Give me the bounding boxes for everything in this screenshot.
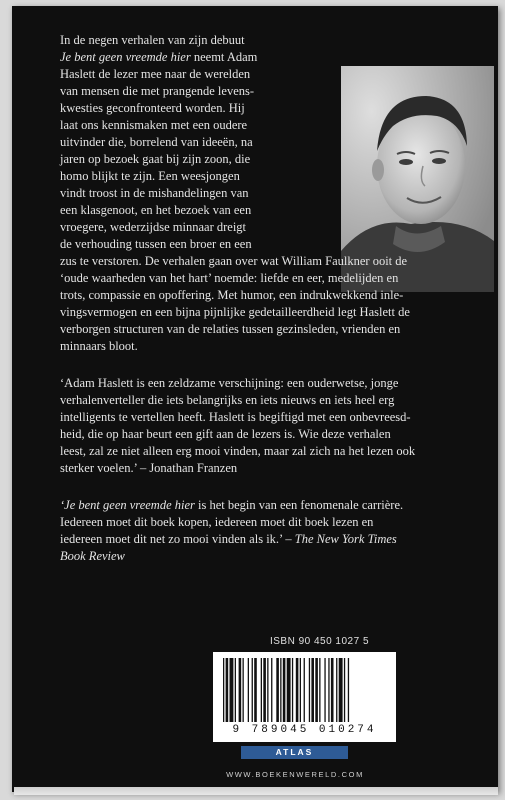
barcode-digits: 9 789045 010274 xyxy=(232,724,377,736)
page-edge xyxy=(14,787,498,795)
barcode xyxy=(213,652,396,742)
blurb-line: Haslett de lezer mee naar de werelden xyxy=(60,67,251,81)
review-source: Book Review xyxy=(60,549,125,563)
blurb-line: uitvinder die, borrelend van ideeën, na xyxy=(60,135,253,149)
blurb-line: jaren op bezoek gaat bij zijn zoon, die xyxy=(60,152,251,166)
book-title: ‘Je bent geen vreemde hier xyxy=(60,498,195,512)
book-back-cover xyxy=(12,6,498,792)
quote-line: iedereen moet dit net zo mooi vinden als ik.’ – The New York Times xyxy=(60,532,397,546)
blurb-line: vingsvermogen en een bijna pijnlijke gedetailleerdheid legt Haslett de xyxy=(60,305,410,319)
blurb-line: zus te verstoren. De verhalen gaan over wat William Faulkner ooit de xyxy=(60,254,408,268)
blurb-line: In de negen verhalen van zijn debuut xyxy=(60,33,245,47)
isbn-label: ISBN 90 450 1027 5 xyxy=(269,636,370,647)
quote-line xyxy=(60,548,125,565)
blurb-line: Je bent geen vreemde hier neemt Adam xyxy=(60,50,258,64)
review-source: The New York Times xyxy=(294,532,397,546)
quote-line: verhalenverteller die iets belangrijks en iets nieuws en iets heel erg xyxy=(60,393,395,407)
blurb-line: homo blijkt te zijn. Een weesjongen xyxy=(60,169,240,183)
blurb-line: de verhouding tussen een broer en een xyxy=(60,237,252,251)
blurb-line: kwesties geconfronteerd worden. Hij xyxy=(60,101,245,115)
blurb-line: vindt troost in de mishandelingen van xyxy=(60,186,249,200)
quote-line: Iedereen moet dit boek kopen, iedereen moet dit boek lezen en xyxy=(60,515,374,529)
quote-line: intelligents te vertellen heeft. Haslett is begiftigd met een onbevreesd- xyxy=(60,410,411,424)
quote-line: ‘Je bent geen vreemde hier is het begin van een fenomenale carrière. xyxy=(60,498,404,512)
blurb-line: verborgen structuren van de relaties tussen gezinsleden, vrienden en xyxy=(60,322,401,336)
quote-line: sterker voelen.’ – Jonathan Franzen xyxy=(60,461,238,475)
quote-line: leest, zal ze niet alleen erg mooi vinden, maar zal zich na het lezen ook xyxy=(60,444,416,458)
publisher-website: WWW.BOEKENWERELD.COM xyxy=(226,770,364,779)
blurb-line: laat ons kennismaken met een oudere xyxy=(60,118,248,132)
barcode-bars xyxy=(221,658,388,724)
quote-line: heid, die op haar beurt een gift aan de lezers is. Wie deze verhalen xyxy=(60,427,391,441)
blurb-line: ‘oude waarheden van het hart’ noemde: liefde en eer, medelijden en xyxy=(60,271,399,285)
blurb-line: trots, compassie en opoffering. Met humor, een indrukwekkend inle- xyxy=(60,288,404,302)
quote-line: ‘Adam Haslett is een zeldzame verschijning: een ouderwetse, jonge xyxy=(60,376,399,390)
publisher-logo: ATLAS xyxy=(241,746,348,759)
blurb-line: vroegere, wederzijdse minnaar dreigt xyxy=(60,220,247,234)
book-title: Je bent geen vreemde hier xyxy=(60,50,191,64)
blurb-line: een klasgenoot, en het bezoek van een xyxy=(60,203,252,217)
blurb-line: minnaars bloot. xyxy=(60,339,138,353)
blurb-line: van mensen die met prangende levens- xyxy=(60,84,255,98)
